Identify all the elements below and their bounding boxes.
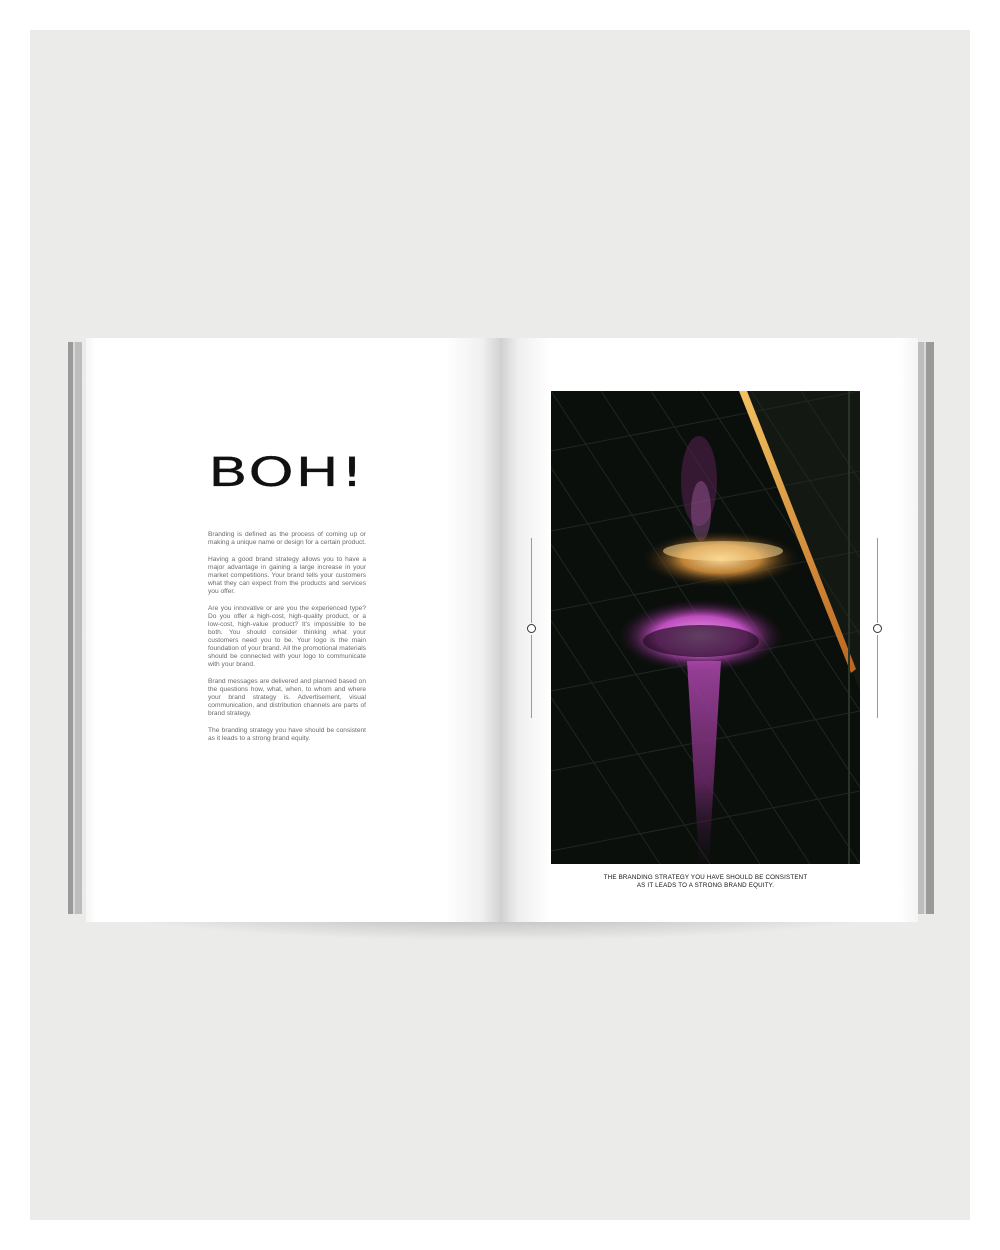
indicator-line xyxy=(531,635,532,718)
left-scroll-indicator[interactable] xyxy=(527,538,537,718)
caption-line: THE BRANDING STRATEGY YOU HAVE SHOULD BE CONSISTENT xyxy=(603,874,808,881)
photo-image xyxy=(551,391,860,864)
tower-reflection-photo xyxy=(551,391,860,864)
paragraph: The branding strategy you have should be consistent as it leads to a strong brand equity. xyxy=(208,727,366,742)
brand-logo: BOH! xyxy=(208,450,366,496)
paragraph: Are you innovative or are you the experienced type? Do you offer a high-cost, high-quality product, or a low-cost, high-value product? It's impossible to be both. You should consider thinking what your customers need you to be. Your logo is the main foundation of your brand. All the promotional materials should be connected with your logo to communicate with your brand. xyxy=(208,605,366,668)
paragraph: Branding is defined as the process of coming up or making a unique name or design for a certain product. xyxy=(208,531,366,546)
photo-caption xyxy=(551,874,860,889)
left-page-stack xyxy=(68,342,82,914)
caption-line: AS IT LEADS TO A STRONG BRAND EQUITY. xyxy=(636,881,775,889)
indicator-line xyxy=(531,538,532,623)
left-page xyxy=(86,338,500,922)
body-text xyxy=(208,531,366,752)
right-scroll-indicator[interactable] xyxy=(873,538,883,718)
indicator-line xyxy=(877,538,878,623)
right-page xyxy=(500,338,918,922)
indicator-dot[interactable] xyxy=(873,624,882,633)
paragraph: Brand messages are delivered and planned based on the questions how, what, when, to whom and where your brand strategy is. Advertisement, visual communication, and distribution channels are parts of brand strategy. xyxy=(208,678,366,717)
indicator-dot[interactable] xyxy=(527,624,536,633)
indicator-line xyxy=(877,635,878,718)
paragraph: Having a good brand strategy allows you to have a major advantage in gaining a large increase in your market competitions. Your brand tells your customers what they can expect from the products and services you offer. xyxy=(208,556,366,595)
right-page-stack xyxy=(918,342,934,914)
